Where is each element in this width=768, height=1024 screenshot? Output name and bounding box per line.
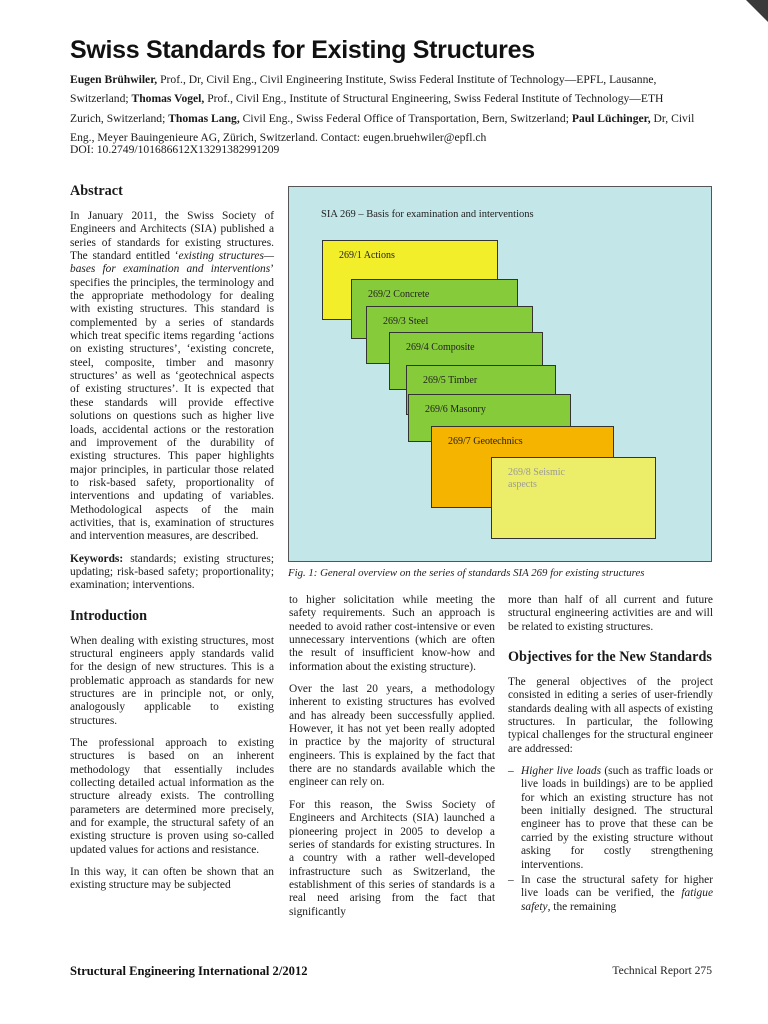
list-item-text: , the remaining [547,900,617,913]
paragraph: to higher solicitation while meeting the safety requirements. Such an approach is needed to avoid rather cost-intensive or even unnecessary interventions (which are often the result of insufficient know-how and information about the existing structure). [289,594,495,673]
list-item-text: (such as traffic loads or live loads in buildings) are to be applied for which an existing structure has not been initially designed. The structural engineer has to prove that these can be carried by the existing structure without asking for costly strengthening interventions. [521,765,714,871]
keywords [70,553,274,593]
paragraph: When dealing with existing structures, most structural engineers apply standards valid for the design of new structures. This is a problematic approach as standards for new structures are in principle not, or only, analogously applicable to existing structures. [70,634,274,727]
list-item [508,874,713,914]
list-item [508,765,713,872]
abstract-heading: Abstract [70,183,123,199]
dash-bullet: – [508,873,514,886]
author-affiliation: Dr, Civil Eng., Meyer Bauingenieure AG, Zürich, Switzerland. Contact: eugen.bruehwiler@epfl.ch [70,111,695,145]
figure-box-label: 269/1 Actions [339,250,395,261]
paragraph: For this reason, the Swiss Society of Engineers and Architects (SIA) launched a pioneering project in 2005 to develop a series of standards for existing structures. In a country with a rather well-developed infrastructure such as Switzerland, the establishment of this series of standards is a real need arising from the fact that significantly [289,798,495,918]
figure-box-label: 269/5 Timber [423,375,478,386]
paragraph: The general objectives of the project consisted in editing a series of user-friendly standards dealing with all aspects of existing structures. In particular, the following typical challenges for the structural engineer are addressed: [508,676,713,755]
figure-box-label: 269/2 Concrete [368,289,430,300]
list-item-text: In case the structural safety for higher live loads can be verified, the [521,873,713,900]
paragraph: The professional approach to existing structures is based on an inherent methodology that essentially includes collecting detailed actual information as the structure already exists. The controlling parameters are determined more precisely, and for example, the structural safety of an existing structure is proven using so-called updated values for actions and resistance. [70,737,274,856]
keywords-list: standards; existing structures; updating; risk-based safety; proportionality; examination; interventions. [70,552,274,592]
author-affiliation: Civil Eng., Swiss Federal Office of Transportation, Bern, Switzerland; [239,111,572,125]
figure-sia269 [288,186,712,562]
author-name: Thomas Vogel, [131,92,205,106]
figure-box-label: 269/7 Geotechnics [448,436,523,447]
figure-caption: Fig. 1: General overview on the series of standards SIA 269 for existing structures [288,567,645,579]
footer-journal: Structural Engineering International 2/2012 [70,964,308,978]
dash-bullet: – [508,765,514,778]
figure-box-label: 269/3 Steel [383,316,429,327]
list-item-italic: fatigue safety [521,887,713,913]
figure-title: SIA 269 – Basis for examination and interventions [321,209,534,220]
objectives-heading: Objectives for the New Standards [508,649,712,666]
paragraph: Over the last 20 years, a methodology inherent to existing structures has evolved and has already been successfully applied. However, it has not yet been really adopted in practice by the majority of structural engineers. This is explained by the fact that there are no standards available which the engineer can rely on. [289,683,495,789]
author-affiliation: Prof., Civil Eng., Institute of Structural Engineering, Swiss Federal Institute of Technology—ETH Zurich, Switzerland; [70,92,664,125]
column-middle [289,594,495,928]
introduction-heading: Introduction [70,607,147,624]
abstract-text [70,210,274,544]
figure-box-label: 269/4 Composite [406,342,475,353]
paragraph: In this way, it can often be shown that an existing structure may be subjected [70,866,274,892]
author-name: Paul Lüchinger, [571,111,651,125]
abstract-text-italic: existing structures—bases for examination and interventions [70,250,275,276]
author-affiliation: Prof., Dr, Civil Eng., Civil Engineering Institute, Swiss Federal Institute of Technology—EPFL, Lausanne, Switzerland; [70,73,657,106]
keywords-label: Keywords: [70,552,124,565]
abstract-text-part: In January 2011, the Swiss Society of Engineers and Architects (SIA) published a series of standards for existing structures. The standard entitled ‘ [70,210,274,263]
column-right [508,594,713,916]
abstract-text-part: ’ specifies the principles, the terminology and the appropriate methodology for dealing with existing structures. This standard is complemented by a series of standards which treat specific items regarding ‘actions on existing structures’, ‘existing concrete, steel, composite, timber and masonry structures’ as well as ‘geotechnical aspects of existing structures’. It is expected that these standards will provide effective solutions on questions such as higher live loads, accidental actions or the restoration and improvement of the durability of existing structures. This paper highlights major principles, in particular those related to risk-based safety, proportionality of interventions and updating of variables. Methodological aspects of the main activities, that is, examination of structures and intervention measures, are described. [70,263,274,543]
figure-box-label: 269/8 Seismic aspects [508,467,565,490]
figure-box-label: 269/6 Masonry [425,404,486,415]
doi: DOI: 10.2749/101686612X13291382991209 [70,143,280,156]
paper-title: Swiss Standards for Existing Structures [70,36,535,64]
author-list [70,70,700,148]
corner-mark [746,0,768,22]
figure-box-8 [491,457,656,539]
author-name: Thomas Lang, [168,111,240,125]
footer-page: Technical Report 275 [612,964,712,977]
column-left [70,182,274,902]
list-item-italic: Higher live loads [521,765,602,778]
author-name: Eugen Brühwiler, [70,73,158,86]
paragraph: more than half of all current and future structural engineering activities are and will be related to existing structures. [508,594,713,633]
